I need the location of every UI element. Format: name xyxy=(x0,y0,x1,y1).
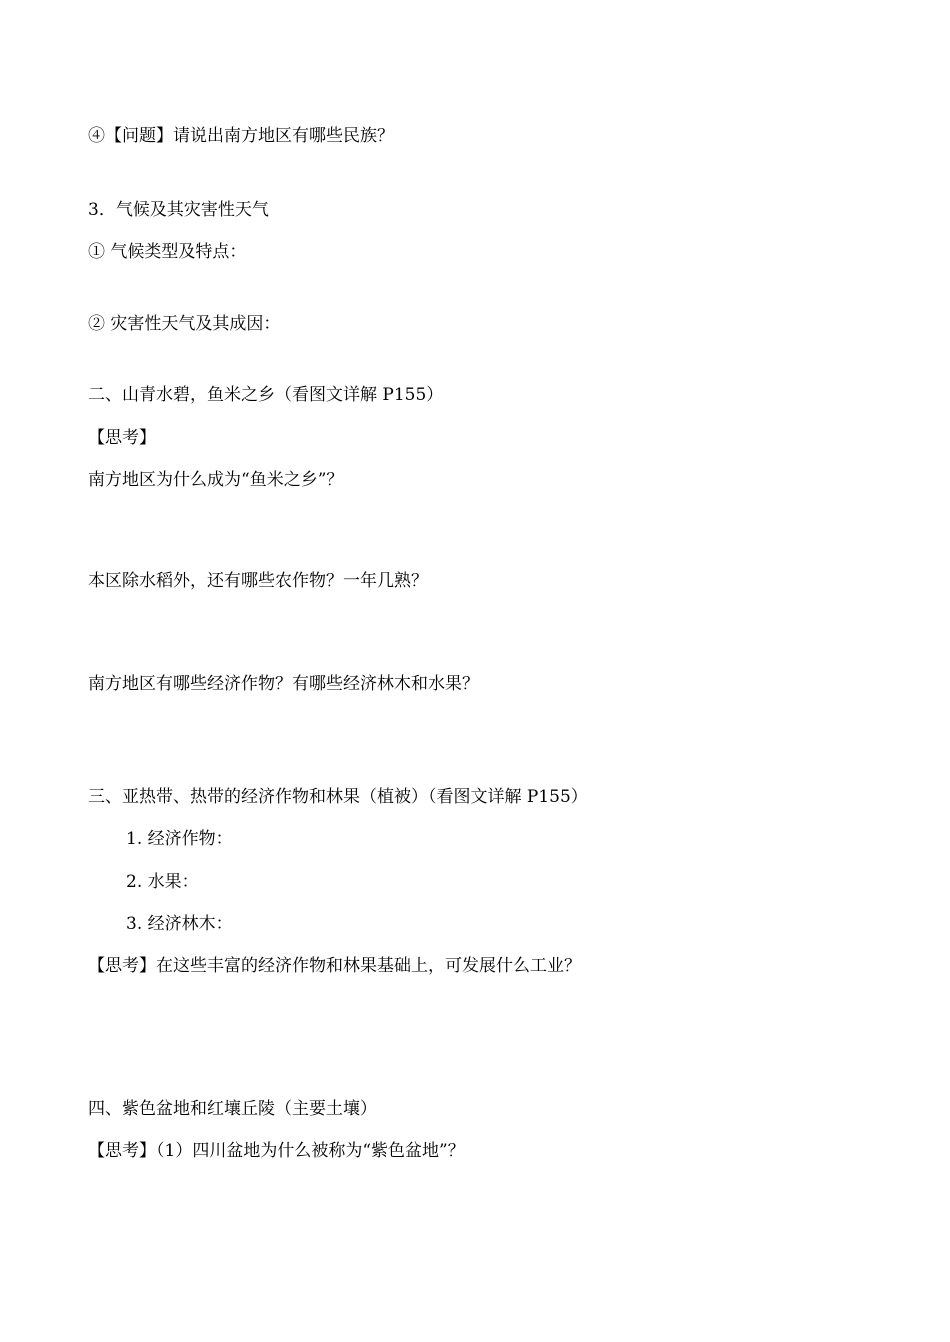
think-label: 【思考】 xyxy=(88,428,156,448)
list-item-economic-forest: 3. 经济林木： xyxy=(126,914,233,934)
section-two-heading: 二、山青水碧，鱼米之乡（看图文详解 P155） xyxy=(88,385,444,405)
item-disaster-weather: ② 灾害性天气及其成因： xyxy=(88,314,281,334)
question-ethnic-groups: ④【问题】请说出南方地区有哪些民族？ xyxy=(88,126,394,146)
section-four-heading: 四、紫色盆地和红壤丘陵（主要土壤） xyxy=(88,1099,377,1119)
list-item-fruits: 2. 水果： xyxy=(126,872,199,892)
question-cash-crops: 南方地区有哪些经济作物？有哪些经济林木和水果？ xyxy=(88,674,479,694)
question-other-crops: 本区除水稻外，还有哪些农作物？一年几熟？ xyxy=(88,571,428,591)
question-fish-rice: 南方地区为什么成为“鱼米之乡”？ xyxy=(88,470,344,490)
item-climate-types: ① 气候类型及特点： xyxy=(88,242,247,262)
think-industry: 【思考】在这些丰富的经济作物和林果基础上，可发展什么工业？ xyxy=(88,956,581,976)
heading-climate: 3．气候及其灾害性天气 xyxy=(88,200,269,220)
think-purple-basin: 【思考】（1）四川盆地为什么被称为“紫色盆地”？ xyxy=(88,1141,465,1161)
section-three-heading: 三、亚热带、热带的经济作物和林果（植被）（看图文详解 P155） xyxy=(88,787,588,807)
list-item-cash-crops: 1. 经济作物： xyxy=(126,829,233,849)
